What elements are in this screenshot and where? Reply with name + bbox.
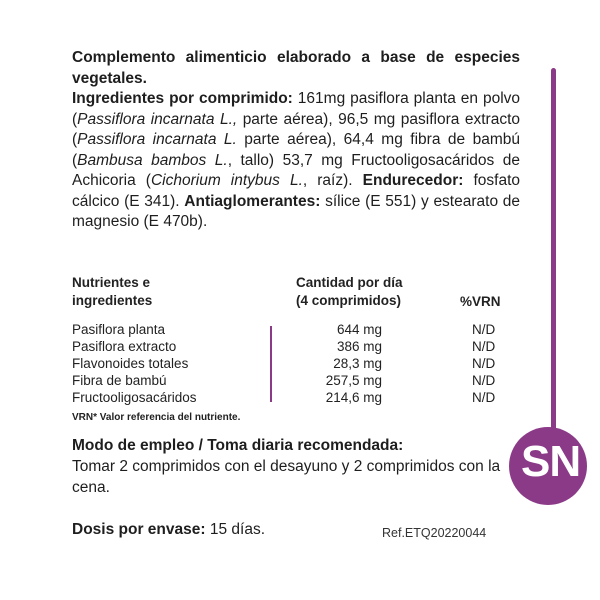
antiaglomerantes-text: sílice (E 551) y estearato de magnesio (E 470b). (72, 192, 520, 230)
row-vrn: N/D (472, 356, 496, 371)
ingredients-latin-2: Passiflora incarnata L. (77, 131, 237, 148)
table-row (72, 356, 512, 372)
row-vrn: N/D (472, 390, 496, 405)
table-row (72, 322, 512, 338)
table-row (72, 373, 512, 389)
row-name: Pasiflora planta (72, 322, 166, 337)
dose-line (72, 521, 265, 539)
nutrition-table (72, 274, 512, 423)
row-name: Fibra de bambú (72, 373, 167, 388)
row-vrn: N/D (472, 339, 496, 354)
intro-paragraph (72, 48, 520, 233)
label-text-block (72, 48, 520, 233)
ingredients-latin-1: Passiflora incarnata L., (77, 110, 238, 128)
dose-value: 15 días. (209, 521, 265, 538)
endurecedor-label: Endurecedor: (362, 172, 464, 189)
brand-logo (509, 427, 587, 505)
reference-code: Ref.ETQ20220044 (382, 526, 487, 540)
ingredients-title: Ingredientes por comprimido: (72, 90, 293, 107)
ingredients-latin-3: Bambusa bambos L. (77, 151, 228, 169)
row-quantity: 214,6 mg (325, 390, 382, 405)
usage-text: Tomar 2 comprimidos con el desayuno y 2 comprimidos con la cena. (72, 458, 501, 496)
row-name: Flavonoides totales (72, 356, 189, 371)
header-nutrients-line1: Nutrientes e (72, 275, 151, 290)
row-name: Fructooligosacáridos (72, 390, 197, 405)
table-row (72, 390, 512, 406)
header-vrn: %VRN (460, 294, 501, 309)
brand-logo-text: SN (521, 437, 581, 486)
header-nutrients (72, 274, 152, 310)
dose-label: Dosis por envase: (72, 521, 206, 538)
header-quantity (296, 274, 403, 310)
usage-section (72, 436, 504, 498)
nutrition-table-header (72, 274, 512, 316)
intro-text: Complemento alimenticio elaborado a base de especies vegetales. (72, 49, 520, 87)
vrn-footnote: VRN* Valor referencia del nutriente. (72, 412, 241, 423)
row-quantity: 644 mg (336, 322, 382, 337)
ingredients-text-3: parte aérea), 64,4 mg fibra de bambú ( (72, 131, 520, 169)
row-name: Pasiflora extracto (72, 339, 177, 354)
ingredients-text-4: , tallo) 53,7 mg Fructooligosacáridos de Achicoria ( (72, 151, 520, 189)
row-quantity: 28,3 mg (333, 356, 382, 371)
usage-title: Modo de empleo / Toma diaria recomendada: (72, 437, 404, 454)
header-quantity-line1: Cantidad por día (296, 275, 403, 290)
ingredients-text-1: 161mg pasiflora planta en polvo ( (72, 90, 521, 128)
endurecedor-text: fosfato cálcico (E 341). (72, 172, 520, 210)
nutrition-table-body (72, 322, 512, 406)
row-vrn: N/D (472, 322, 496, 337)
ingredients-text-5: , raíz). (302, 172, 353, 189)
ingredients-text-2: parte aérea), 96,5 mg pasiflora extracto ( (72, 110, 520, 148)
header-quantity-line2: (4 comprimidos) (296, 293, 402, 308)
antiaglomerantes-label: Antiaglomerantes: (184, 192, 321, 210)
row-quantity: 386 mg (336, 339, 382, 354)
row-quantity: 257,5 mg (325, 373, 382, 388)
header-nutrients-line2: ingredientes (72, 293, 153, 308)
ingredients-latin-4: Cichorium intybus L. (150, 172, 303, 189)
row-vrn: N/D (472, 373, 496, 388)
table-row (72, 339, 512, 355)
